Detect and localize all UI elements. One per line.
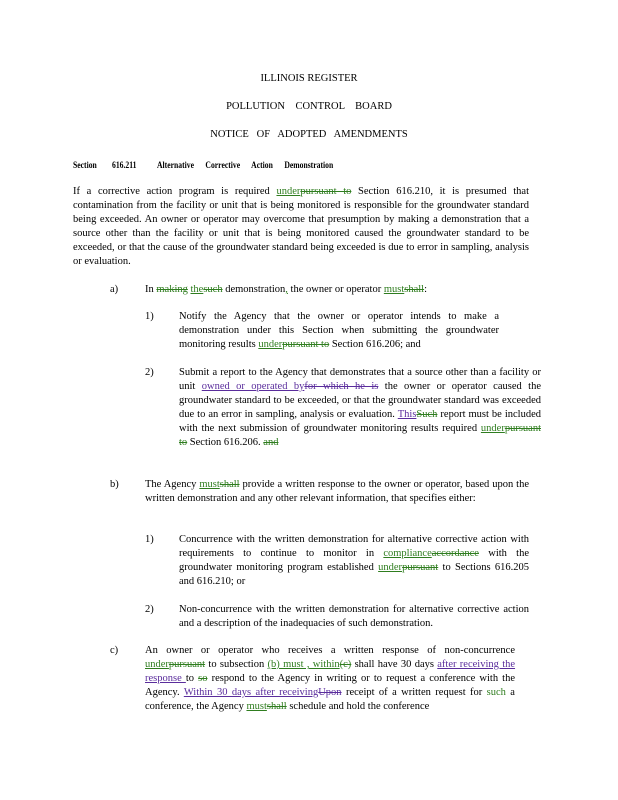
item-a2-label: 2): [145, 367, 154, 378]
item-a1-text: Notify the Agency that the owner or operator intends to make a demonstration under this Section when submitting the groundwater monitoring results underpursuant to Section 616.206; and: [179, 311, 499, 350]
register-title: ILLINOIS REGISTER: [260, 73, 358, 84]
insertion: compliance: [383, 548, 432, 559]
insertion: under: [145, 659, 169, 670]
insertion: ,: [285, 284, 288, 295]
subsection-a-label: a): [110, 284, 119, 295]
subsection-b-text: The Agency mustshall provide a written response to the owner or operator, based upon the written demonstration and any other relevant information, that specifies either:: [145, 479, 530, 504]
insertion: must: [246, 701, 267, 712]
insertion: after receiving the response: [145, 659, 516, 684]
insertion: must: [383, 284, 405, 295]
insertion: under: [276, 186, 301, 197]
deletion: such: [203, 284, 223, 295]
deletion: (c): [339, 659, 352, 670]
deletion: for which he is: [304, 381, 379, 392]
deletion: making: [156, 284, 188, 295]
deletion: pursuant to: [179, 423, 541, 448]
deletion: pursuant: [168, 659, 206, 670]
deletion: Upon: [318, 687, 342, 698]
subsection-c-label: c): [110, 645, 119, 656]
deletion: and: [263, 437, 279, 448]
section-title: Alternative Corrective Action Demonstration: [157, 160, 334, 170]
subsection-c-text: An owner or operator who receives a written response of non-concurrence underpursuant to subsection (b) must , within(c) shall have 30 days after receiving the response to so respond to the Agency in writing or to request a conference with the Agency. Within 30 days after receivingUpon receipt of a written request for such a conference, the Agency mustshall schedule and hold the conference: [145, 645, 516, 712]
deletion: pursuant to: [282, 339, 330, 350]
subsection-b-label: b): [110, 479, 119, 490]
item-a1-label: 1): [145, 311, 154, 322]
insertion: Within 30 days after receiving: [183, 687, 319, 698]
section-number: 616.211: [112, 160, 137, 170]
insertion: This: [397, 409, 417, 420]
item-b1-label: 1): [145, 534, 154, 545]
section-word: Section: [73, 160, 97, 170]
board-title: POLLUTION CONTROL BOARD: [226, 101, 392, 112]
deletion: pursuant: [402, 562, 439, 573]
deletion: pursuant to: [300, 186, 352, 197]
insertion: such: [486, 687, 506, 698]
insertion: must: [199, 479, 220, 490]
deletion: shall: [219, 479, 240, 490]
insertion: under: [378, 562, 403, 573]
intro-paragraph: If a corrective action program is required underpursuant to Section 616.210, it is presumed that contamination from the facility or unit that is being monitored is responsible for the groundwater standard being exceeded. An owner or operator may overcome that presumption by making a demonstration that a source other than the facility or unit that is being monitored caused the groundwater standard to be exceeded, or that the cause of the groundwater standard being exceeded is due to error in sampling, analysis or evaluation.: [73, 186, 530, 267]
insertion: under: [258, 339, 283, 350]
subsection-a-text: In making thesuch demonstration, the owner or operator mustshall:: [145, 284, 428, 295]
deletion: so: [198, 673, 208, 684]
notice-title: NOTICE OF ADOPTED AMENDMENTS: [210, 129, 408, 140]
insertion: under: [480, 423, 505, 434]
deletion: accordance: [431, 548, 479, 559]
deletion: Such: [416, 409, 438, 420]
insertion: the: [190, 284, 204, 295]
insertion: (b) must , within: [267, 659, 340, 670]
deletion: shall: [404, 284, 425, 295]
item-b2-text: Non-concurrence with the written demonstration for alternative corrective action and a description of the inadequacies of such demonstration.: [179, 604, 529, 629]
deletion: shall: [266, 701, 287, 712]
item-b2-label: 2): [145, 604, 154, 615]
item-b1-text: Concurrence with the written demonstration for alternative corrective action with requirements to continue to monitor in complianceaccordance with the groundwater monitoring program established underpursuant to Sections 616.205 and 616.210; or: [179, 534, 530, 587]
insertion: owned or operated by: [201, 381, 305, 392]
item-a2-text: Submit a report to the Agency that demonstrates that a source other than a facility or unit owned or operated byfor which he is the owner or operator caused the groundwater standard to be exceeded, or that the groundwater standard was exceeded due to an error in sampling, analysis or evaluation. ThisSuch report must be included with the next submission of groundwater monitoring results required underpursuant to Section 616.206. and: [179, 367, 542, 448]
